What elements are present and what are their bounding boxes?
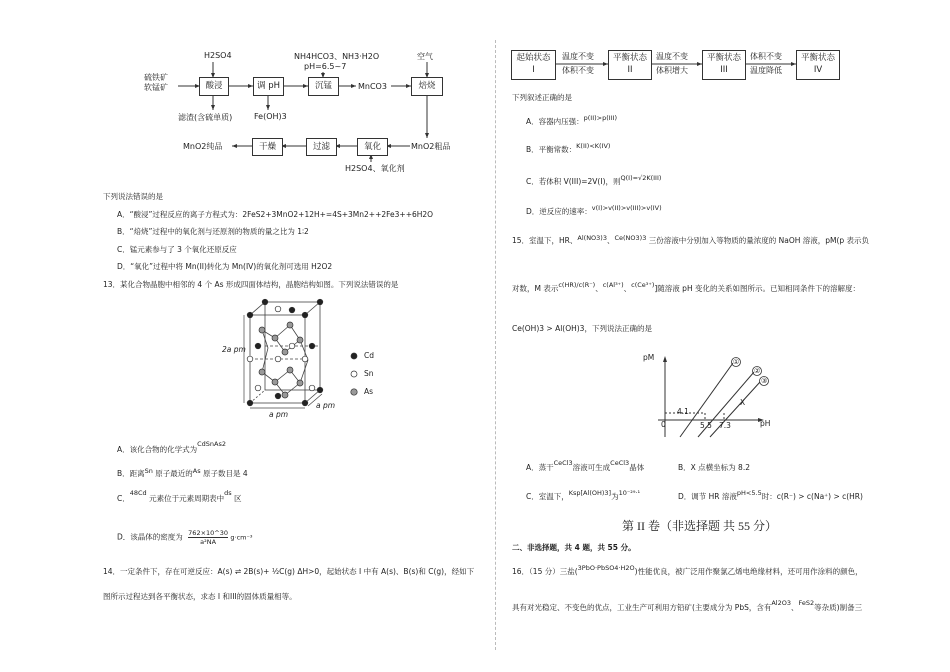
cell-dim-a-bottom: a pm (269, 410, 289, 419)
q15-option-d (678, 489, 863, 502)
q15-line1: 15．室温下，HR、Al(NO3)3、Ce(NO3)3 三份溶液中分别加入等物质的量浓度的 NaOH 溶液，pM(p 表示负 (512, 234, 870, 245)
q14-reaction: A(s) ⇌ 2B(s)+ ½C(g) ΔH>0 (217, 567, 320, 576)
state-1-roman: I (532, 65, 535, 75)
cond-3b: 温度降低 (750, 66, 782, 75)
q15-l1-post: 三份溶液中分别加入等物质的量浓度的 NaOH 溶液，pM(p 表示负 (646, 236, 870, 245)
q15-a-mid: 溶液可生成 (572, 463, 611, 472)
section-2-heading: 二、非选择题，共 4 题，共 55 分。 (512, 543, 636, 552)
q16-fes: FeS2 (798, 599, 815, 607)
q16-l1-pre: 16．（15 分）三盐( (512, 567, 578, 576)
q15-a-post: 晶体 (629, 463, 645, 472)
flow-ore-2: 软锰矿 (144, 83, 168, 92)
q13-d-numerator: 762×10^30 (188, 529, 229, 537)
q14-a-text: A．容器内压强： (526, 117, 584, 126)
q15-l1-pre: 15．室温下，HR、 (512, 236, 578, 245)
q13-d-denominator: a²NA (200, 538, 217, 546)
q15-a-f2: CeCl3 (610, 459, 630, 467)
q16-line2: 具有对光稳定、不变色的优点，工业生产可利用方铅矿(主要成分为 PbS，含有Al2O3、FeS2等杂质)制备三 (512, 599, 863, 612)
chart-xlabel: pH (760, 419, 771, 428)
q13-c-ds: ds (224, 489, 232, 497)
legend-as: As (364, 387, 374, 396)
flow-dry-box: 干燥 (252, 138, 283, 156)
state-2-roman: II (627, 65, 633, 75)
series-line-3 (710, 382, 760, 437)
legend-cd: Cd (364, 351, 374, 360)
column-divider (495, 40, 496, 650)
q16-l2-post: 等杂质)制备三 (814, 603, 863, 612)
state-3-roman: III (720, 65, 728, 75)
flow-filter-box: 过滤 (306, 138, 337, 156)
q13-d-unit: g·cm⁻³ (230, 533, 253, 542)
flow-ore-1: 硫铁矿 (144, 73, 168, 82)
q15-l1-al: Al(NO3)3 (577, 234, 607, 242)
q15-option-a (526, 459, 645, 473)
q15-d-value: c(R⁻) > c(Na⁺) > c(HR) (776, 492, 863, 501)
q15-a-f1: CeCl3 (553, 459, 573, 467)
cond-3a: 体积不变 (750, 52, 782, 61)
q14-d-value: v(I)>v(II)>v(III)>v(IV) (591, 204, 662, 212)
chart-xtick-2: 7.3 (719, 421, 731, 430)
q16-l2-pre: 具有对光稳定、不变色的优点，工业生产可利用方铅矿(主要成分为 PbS，含有 (512, 603, 772, 612)
flow-ph-range: pH=6.5~7 (304, 62, 347, 71)
chart-xtick-1: 5.5 (700, 421, 712, 430)
q15-c-value: 10⁻²⁹·¹ (618, 489, 641, 497)
q15-a-pre: A．蒸干 (526, 463, 554, 472)
q15-l2-pre: 对数，M 表示 (512, 284, 559, 293)
cond-1a: 温度不变 (562, 52, 594, 61)
flow-precip-box: 沉锰 (308, 77, 339, 96)
chart-point-x: X (740, 398, 746, 407)
q13-a-text: A．该化合物的化学式为 (117, 445, 198, 454)
flow-acid-leach-box: 酸浸 (199, 77, 229, 96)
q14-a-value: p(II)>p(III) (583, 114, 618, 122)
q12-option-c: C．锰元素参与了 3 个氧化还原反应 (117, 245, 237, 254)
q13-b-text: B．距离 (117, 469, 145, 478)
flow-h2so4-label: H2SO4 (204, 51, 232, 60)
q14-stem-line2: 图所示过程达到各平衡状态，求态 I 和III的固体质量相等。 (103, 592, 297, 601)
q13-stem: 13．某化合物晶胞中相邻的 4 个 As 形成四面体结构，晶胞结构如图。下列说法错误的是 (103, 280, 399, 289)
q15-option-b: B．X 点横坐标为 8.2 (678, 463, 750, 472)
q13-d-text: D．该晶体的密度为 (117, 532, 183, 542)
q15-c-ksp: Ksp[Al(OH)3] (568, 489, 612, 497)
flow-mno2-pure-label: MnO2纯品 (183, 142, 223, 151)
q13-c-text: C． (117, 494, 130, 503)
q13-b-sn: Sn (144, 467, 153, 475)
q15-l3-post: ，下列说法正确的是 (584, 324, 652, 333)
q15-l2-fraction: c(HR)/c(R⁻) (558, 281, 596, 289)
state-2-label: 平衡状态 (612, 53, 647, 63)
cell-dim-2a: 2a pm (222, 345, 246, 354)
q15-d-pre: D．调节 HR 溶液 (678, 492, 737, 501)
q14-b-text: B．平衡常数： (526, 145, 577, 154)
q14-d-text: D．逆反应的速率： (526, 207, 592, 216)
flow-feoh3-label: Fe(OH)3 (254, 112, 287, 121)
q15-l3-formula: Ce(OH)3 > Al(OH)3 (512, 324, 585, 333)
q14-line1-pre: 14．一定条件下，存在可逆反应： (103, 567, 218, 576)
state-3-label: 平衡状态 (706, 53, 741, 63)
flow-nh4hco3-label: NH4HCO3、NH3·H2O (294, 52, 380, 61)
q15-l2-ce: c(Ce³⁺) (631, 281, 655, 289)
chart-line-label-3: ③ (761, 377, 768, 385)
q16-formula: 3PbO·PbSO4·H2O (577, 564, 635, 572)
flow-air-label: 空气 (417, 52, 433, 61)
q13-c-element: 48Cd (129, 489, 147, 497)
flow-roast-box: 焙烧 (411, 77, 443, 96)
q13-b-mid: 原子最近的 (152, 469, 193, 478)
flow-mno2-crude-label: MnO2粗品 (411, 142, 451, 151)
q15-l1-ce: Ce(NO3)3 (614, 234, 647, 242)
q12-option-d: D．“氧化”过程中将 Mn(II)转化为 Mn(IV)的氧化剂可选用 H2O2 (117, 262, 333, 271)
q15-d-cond: pH<5.5 (736, 489, 762, 497)
chart-ylabel: pM (643, 353, 655, 362)
q15-l2-al: c(Al³⁺) (602, 281, 624, 289)
flow-adjust-ph-box: 调 pH (253, 77, 284, 96)
q14-c-value: Q(I)=√2K(III) (620, 174, 662, 182)
cell-dim-a-side: a pm (316, 401, 336, 410)
flow-h2so4-oxidant-label: H2SO4、氧化剂 (345, 164, 405, 173)
q16-l1-post: )性能优良，被广泛用作聚氯乙烯电绝缘材料，还可用作涂料的颜色， (634, 567, 863, 576)
section-2-title: 第 II 卷（非选择题 共 55 分） (622, 519, 777, 533)
state-1-label: 起始状态 (516, 53, 551, 63)
flow-residue-label: 滤渣(含硫单质) (178, 113, 233, 122)
q15-option-c (526, 489, 641, 502)
cond-2a: 温度不变 (656, 52, 688, 61)
q16-al: Al2O3 (771, 599, 791, 607)
chart-line-label-2: ② (754, 367, 761, 375)
cond-1b: 体积不变 (562, 66, 594, 75)
q14-b-value: K(II)<K(IV) (576, 142, 611, 150)
q15-c-mid: 为 (611, 492, 619, 501)
state-4-roman: IV (813, 65, 823, 75)
q12-option-a: A．“酸浸”过程反应的离子方程式为：2FeS2+3MnO2+12H+=4S+3Mn2++2Fe3++6H2O (117, 210, 434, 219)
state-4-label: 平衡状态 (800, 53, 835, 63)
chart-line-label-1: ① (733, 358, 740, 366)
flow-oxidize-box: 氧化 (357, 138, 388, 156)
q13-c-end: 区 (231, 494, 242, 503)
q16-line1 (512, 564, 863, 577)
q13-a-formula: CdSnAs2 (197, 440, 227, 448)
q14-line1-post: ，起始状态 I 中有 A(s)、B(s)和 C(g)，经如下 (319, 567, 475, 576)
q14-c-text: C．若体积 V(III)=2V(I)，则 (526, 177, 621, 186)
q14-options-stem: 下列叙述正确的是 (512, 93, 572, 102)
q12-option-b: B．“焙烧”过程中的氧化剂与还原剂的物质的量之比为 1∶2 (117, 227, 309, 236)
q13-c-mid: 元素位于元素周期表中 (146, 494, 225, 503)
q15-line2: 对数，M 表示c(HR)/c(R⁻)、c(Al³⁺)、c(Ce³⁺)]随溶液 pH 变化的关系如图所示。已知相同条件下的溶解度： (512, 281, 860, 293)
cond-2b: 体积增大 (656, 66, 688, 75)
chart-origin: 0 (661, 420, 666, 429)
q13-b-post: 原子数目是 4 (200, 469, 248, 478)
legend-sn: Sn (364, 369, 374, 378)
q15-c-pre: C．室温下， (526, 492, 569, 501)
chart-ytick: 4.1 (677, 407, 689, 416)
flow-mnco3-label: MnCO3 (358, 82, 387, 91)
q13-b-as: As (192, 467, 201, 475)
q15-l2-post: ]随溶液 pH 变化的关系如图所示。已知相同条件下的溶解度： (654, 284, 860, 293)
q15-d-mid: 时： (761, 492, 777, 501)
q12-stem: 下列说法错误的是 (103, 192, 163, 201)
